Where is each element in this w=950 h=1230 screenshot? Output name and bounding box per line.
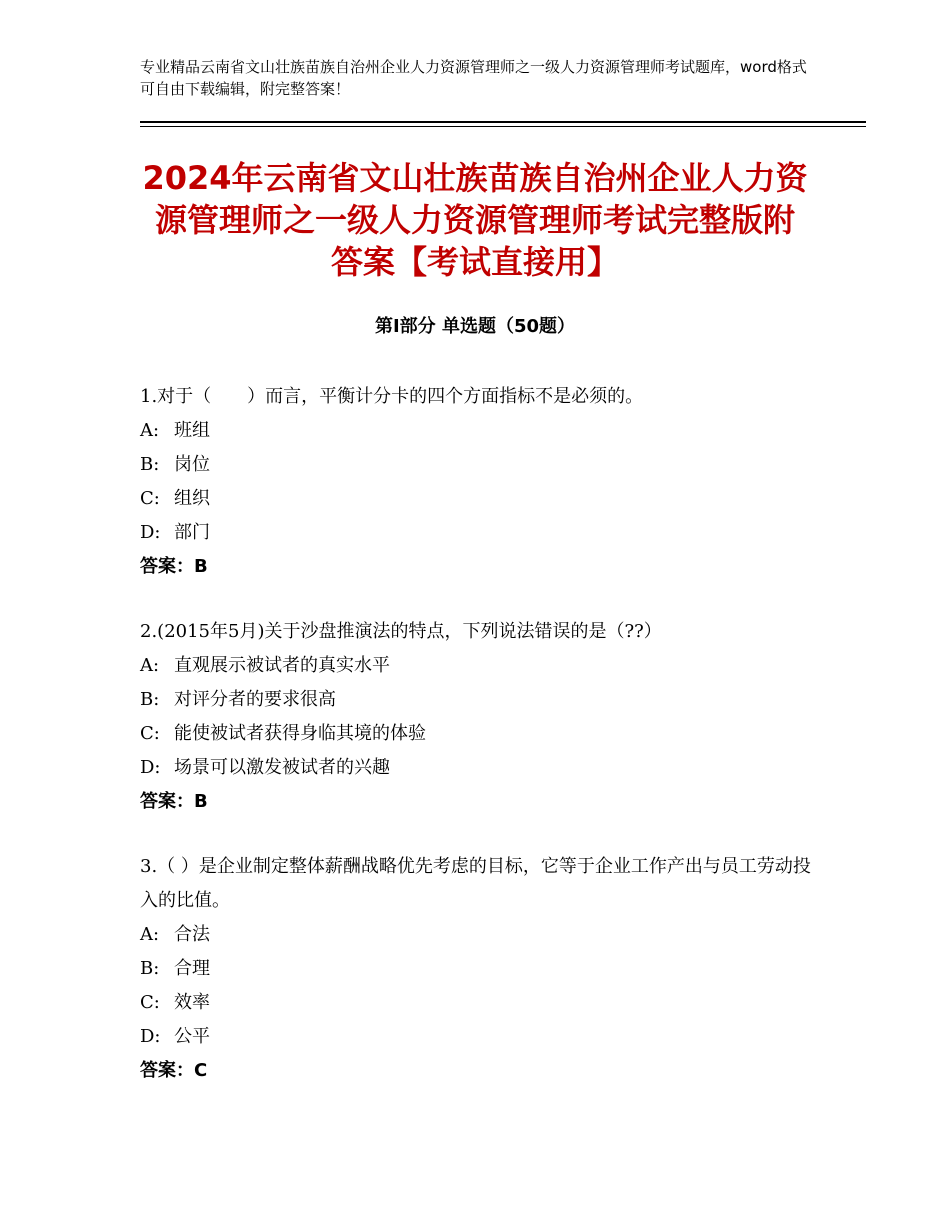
option-text: 部门 (174, 522, 210, 543)
question-list (140, 380, 820, 1119)
answer: 答案：C (140, 1060, 208, 1081)
option-text: 合理 (174, 958, 210, 979)
option-key: C: (140, 488, 160, 509)
option-text: 场景可以激发被试者的兴趣 (174, 757, 390, 778)
option-b (140, 448, 820, 482)
option-d (140, 751, 820, 785)
header-rule-thin (140, 126, 866, 127)
option-c (140, 482, 820, 516)
option-c (140, 717, 820, 751)
question-stem: 3.（ ）是企业制定整体薪酬战略优先考虑的目标，它等于企业工作产出与员工劳动投入的比值。 (140, 856, 811, 911)
answer: 答案：B (140, 791, 208, 812)
section-title: 第Ⅰ部分 单选题（50题） (374, 316, 575, 337)
option-text: 效率 (174, 992, 210, 1013)
option-text: 能使被试者获得身临其境的体验 (174, 723, 426, 744)
option-text: 合法 (174, 924, 210, 945)
option-key: C: (140, 723, 160, 744)
question-1 (140, 380, 820, 584)
answer: 答案：B (140, 556, 208, 577)
option-key: C: (140, 992, 160, 1013)
option-key: D: (140, 522, 161, 543)
question-2 (140, 615, 820, 819)
option-key: B: (140, 454, 160, 475)
option-key: B: (140, 689, 160, 710)
header-note: 专业精品云南省文山壮族苗族自治州企业人力资源管理师之一级人力资源管理师考试题库，word格式可自由下载编辑，附完整答案！ (140, 58, 807, 98)
option-text: 对评分者的要求很高 (174, 689, 336, 710)
option-text: 组织 (174, 488, 210, 509)
option-key: A: (140, 420, 160, 441)
document-title: 2024年云南省文山壮族苗族自治州企业人力资源管理师之一级人力资源管理师考试完整版附答案【考试直接用】 (142, 159, 808, 281)
option-a (140, 649, 820, 683)
option-a (140, 918, 820, 952)
option-key: D: (140, 757, 161, 778)
option-key: B: (140, 958, 160, 979)
question-stem: 2.(2015年5月)关于沙盘推演法的特点，下列说法错误的是（??） (140, 621, 662, 642)
question-stem: 1.对于（ ）而言，平衡计分卡的四个方面指标不是必须的。 (140, 386, 644, 407)
option-key: A: (140, 924, 160, 945)
option-text: 班组 (174, 420, 210, 441)
option-key: D: (140, 1026, 161, 1047)
option-d (140, 516, 820, 550)
option-c (140, 986, 820, 1020)
option-b (140, 683, 820, 717)
option-text: 公平 (174, 1026, 210, 1047)
question-3 (140, 850, 820, 1088)
option-a (140, 414, 820, 448)
option-b (140, 952, 820, 986)
option-key: A: (140, 655, 160, 676)
header-rule-thick (140, 121, 866, 123)
option-text: 岗位 (174, 454, 210, 475)
option-text: 直观展示被试者的真实水平 (174, 655, 390, 676)
option-d (140, 1020, 820, 1054)
